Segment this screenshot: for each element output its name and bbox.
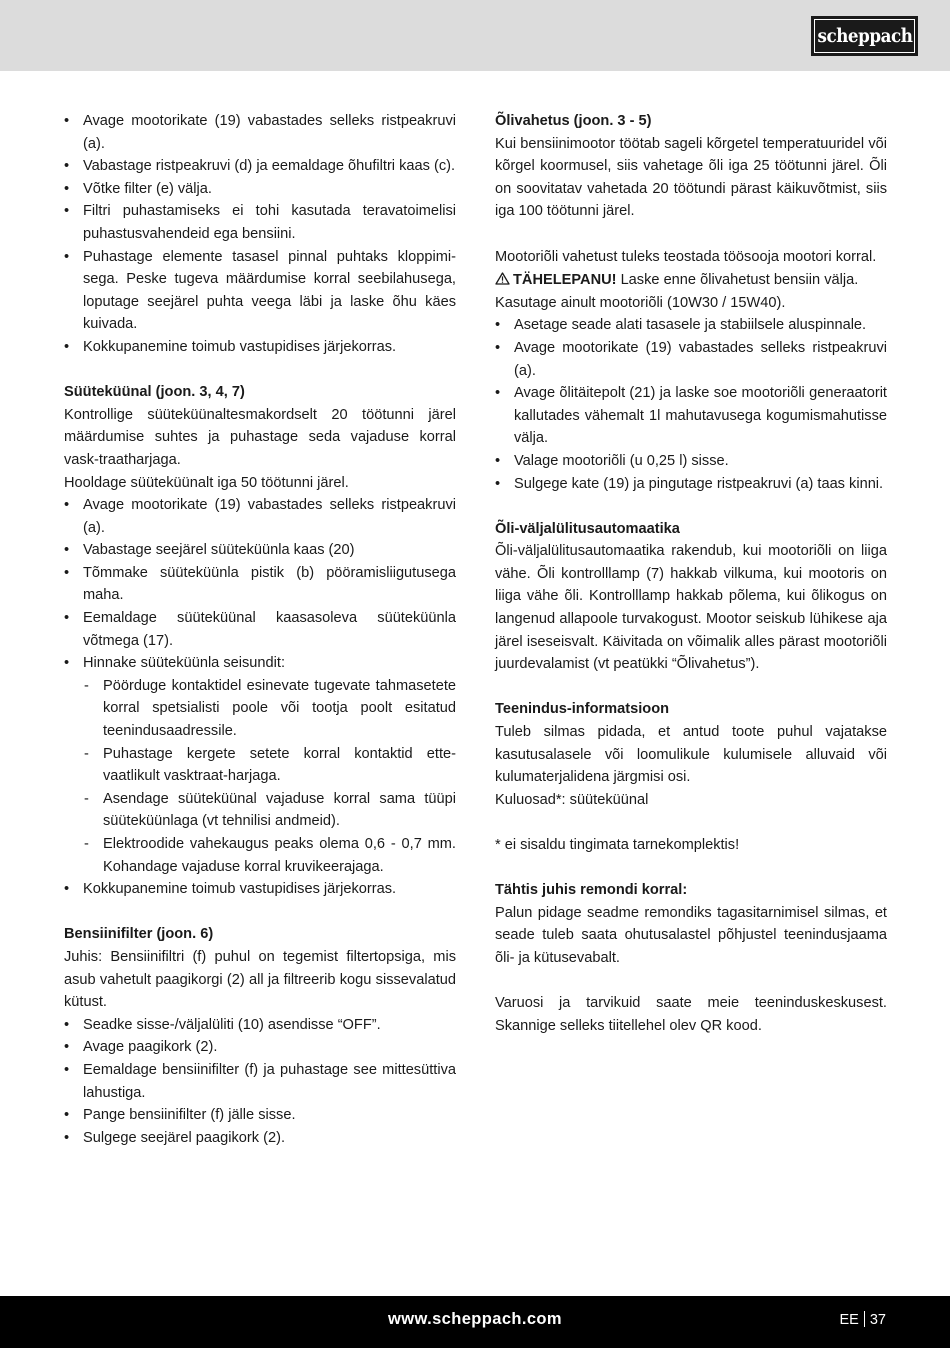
list-item: • Võtke filter (e) välja. — [64, 178, 456, 201]
fuel-filter-note: Juhis: Bensiinifiltri (f) puhul on tegemist filtertopsiga, mis asub vahetult paagikorgi (2) all ja filtreerib kogu sissevalatud kütust. — [64, 948, 456, 1011]
oil-alert-text: Õli-väljalülitusautomaatika rakendub, kui mootoriõli on liiga vähe. Õli kontrolllamp (7) hakkab vilkuma, kui mootoris on liiga vähe õli. Kontrolllamp hakkab põlema, kui õlikogus on langenud allapoole turvakogust. Mootor seiskub lühikese aja järel iseseisvalt. Käivitada on võimalik alles pärast mootoriõli juurdevalamist (vt peatükki “Õlivahetus”). — [495, 543, 887, 673]
list-item: • Pange bensiinifilter (f) jälle sisse. — [64, 1104, 456, 1127]
spark-plug-heading: Süüteküünal (joon. 3, 4, 7) — [64, 384, 245, 401]
list-item: • Sulgege kate (19) ja pingutage ristpeakruvi (a) taas kinni. — [495, 473, 887, 496]
list-item: • Avage mootorikate (19) vabastades selleks ristpeakruvi (a). — [64, 494, 456, 539]
logo-text: scheppach — [817, 25, 912, 47]
list-item: • Filtri puhastamiseks ei tohi kasutada teravatoimelisi puhastusvahendeid ega bensiini. — [64, 200, 456, 245]
list-item: • Tõmmake süüteküünla pistik (b) pööramisliigutusega maha. — [64, 562, 456, 607]
list-item: • Avage paagikork (2). — [64, 1036, 456, 1059]
list-item: • Kokkupanemine toimub vastupidises järjekorras. — [64, 878, 456, 901]
service-heading: Teenindus-informatsioon — [495, 701, 670, 718]
sub-list-item: - Pöörduge kontaktidel esinevate tugevate tahmasetete korral spetsialisti poole või tootja poolt esitatud teenindusaadressile. — [64, 675, 456, 743]
sub-list-item: - Asendage süüteküünal vajaduse korral sama tüüpi süüteküünlaga (vt tehnilisi andmeid). — [64, 788, 456, 833]
oil-change-warning — [495, 268, 887, 292]
list-item: • Asetage seade alati tasasele ja stabiilsele aluspinnale. — [495, 314, 887, 337]
right-column — [495, 110, 887, 1037]
oil-alert-heading: Õli-väljalülitusautomaatika — [495, 520, 680, 537]
list-item: • Vabastage ristpeakruvi (d) ja eemaldage õhufiltri kaas (c). — [64, 155, 456, 178]
oil-change-heading: Õlivahetus (joon. 3 - 5) — [495, 113, 652, 129]
list-item: • Avage õlitäitepolt (21) ja laske soe mootoriõli generaatorit kallutades vähemalt 1l mahutavusega kogumismahutisse välja. — [495, 382, 887, 450]
spark-plug-intro: Kontrollige süüteküünaltesmakordselt 20 töötunni järel määrdumise suhtes ja puhastage seda vajaduse korral vask-traatharjaga. — [64, 406, 456, 468]
left-column — [64, 110, 456, 1149]
warning-label: TÄHELEPANU! — [513, 272, 617, 289]
scheppach-logo — [811, 16, 918, 56]
oil-type: Kasutage ainult mootoriõli (10W30 / 15W40). — [495, 294, 786, 311]
list-item: • Avage mootorikate (19) vabastades selleks ristpeakruvi (a). — [495, 337, 887, 382]
warning-triangle-icon — [495, 268, 510, 291]
repair-text: Palun pidage seadme remondiks tagasitarnimisel silmas, et seade tuleb saata ohutusalastel põhjustel teenindusjaama õli- ja kütusevabalt. — [495, 904, 887, 966]
oil-change-warm-engine: Mootoriõli vahetust tuleks teostada töösooja mootori korral. — [495, 248, 877, 265]
list-item: • Valage mootoriõli (u 0,25 l) sisse. — [495, 450, 887, 473]
page-number — [840, 1311, 886, 1328]
sub-list-item: - Elektroodide vahekaugus peaks olema 0,6 - 0,7 mm. Kohandage vajaduse korral kruvikeerajaga. — [64, 833, 456, 878]
list-item: • Avage mootorikate (19) vabastades selleks ristpeakruvi (a). — [64, 110, 456, 155]
list-item: • Seadke sisse-/väljalüliti (10) asendisse “OFF”. — [64, 1014, 456, 1037]
service-text: Tuleb silmas pidada, et antud toote puhul vajatakse kasutusalasele või loomulikule kulumisele alluvaid või kulumaterjalidena järgmisi osi. — [495, 724, 887, 786]
wear-parts-footnote: * ei sisaldu tingimata tarnekomplektis! — [495, 837, 740, 853]
list-item: • Puhastage elemente tasasel pinnal puhtaks kloppimisega. Peske tugeva määrdumise korral seebilahusega, loputage seejärel puhta veega läbi ja laske õhu käes kuivada. — [64, 246, 456, 336]
list-item: • Eemaldage bensiinifilter (f) ja puhastage see mittesüttiva lahustiga. — [64, 1059, 456, 1104]
fuel-filter-heading: Bensiinifilter (joon. 6) — [64, 926, 214, 943]
oil-change-intro: Kui bensiinimootor töötab sageli kõrgetel temperatuuridel või kõrgel koormusel, siis vahetage õli iga 25 töötunni järel. Õli on soovitatav vahetada 20 töötundi pärast käikuvõtmist, siis iga 100 töötunni järel. — [495, 135, 887, 220]
page-number-value: 37 — [869, 1312, 886, 1328]
sub-list-item: - Puhastage kergete setete korral kontaktid ettevaatlikult vasktraat-harjaga. — [64, 743, 456, 788]
list-item: • Eemaldage süüteküünal kaasasoleva süüteküünla võtmega (17). — [64, 607, 456, 652]
page-separator — [864, 1311, 865, 1327]
list-item: • Kokkupanemine toimub vastupidises järjekorras. — [64, 336, 456, 359]
repair-heading: Tähtis juhis remondi korral: — [495, 882, 688, 899]
list-item: • Vabastage seejärel süüteküünla kaas (20) — [64, 539, 456, 562]
wear-parts: Kuluosad*: süüteküünal — [495, 791, 649, 808]
warning-text: Laske enne õlivahetust bensiin välja. — [616, 272, 859, 289]
header-band — [0, 0, 950, 71]
language-code: EE — [839, 1312, 859, 1328]
spark-plug-interval: Hooldage süüteküünalt iga 50 töötunni järel. — [64, 474, 349, 491]
footer-band — [0, 1296, 950, 1348]
list-item: • Hinnake süüteküünla seisundit: — [64, 652, 456, 675]
list-item: • Sulgege seejärel paagikork (2). — [64, 1127, 456, 1150]
footer-url: www.scheppach.com — [388, 1310, 562, 1328]
spare-parts-text: Varuosi ja tarvikuid saate meie teeninduskeskusest. Skannige selleks tiitellehel olev QR kood. — [495, 995, 887, 1034]
